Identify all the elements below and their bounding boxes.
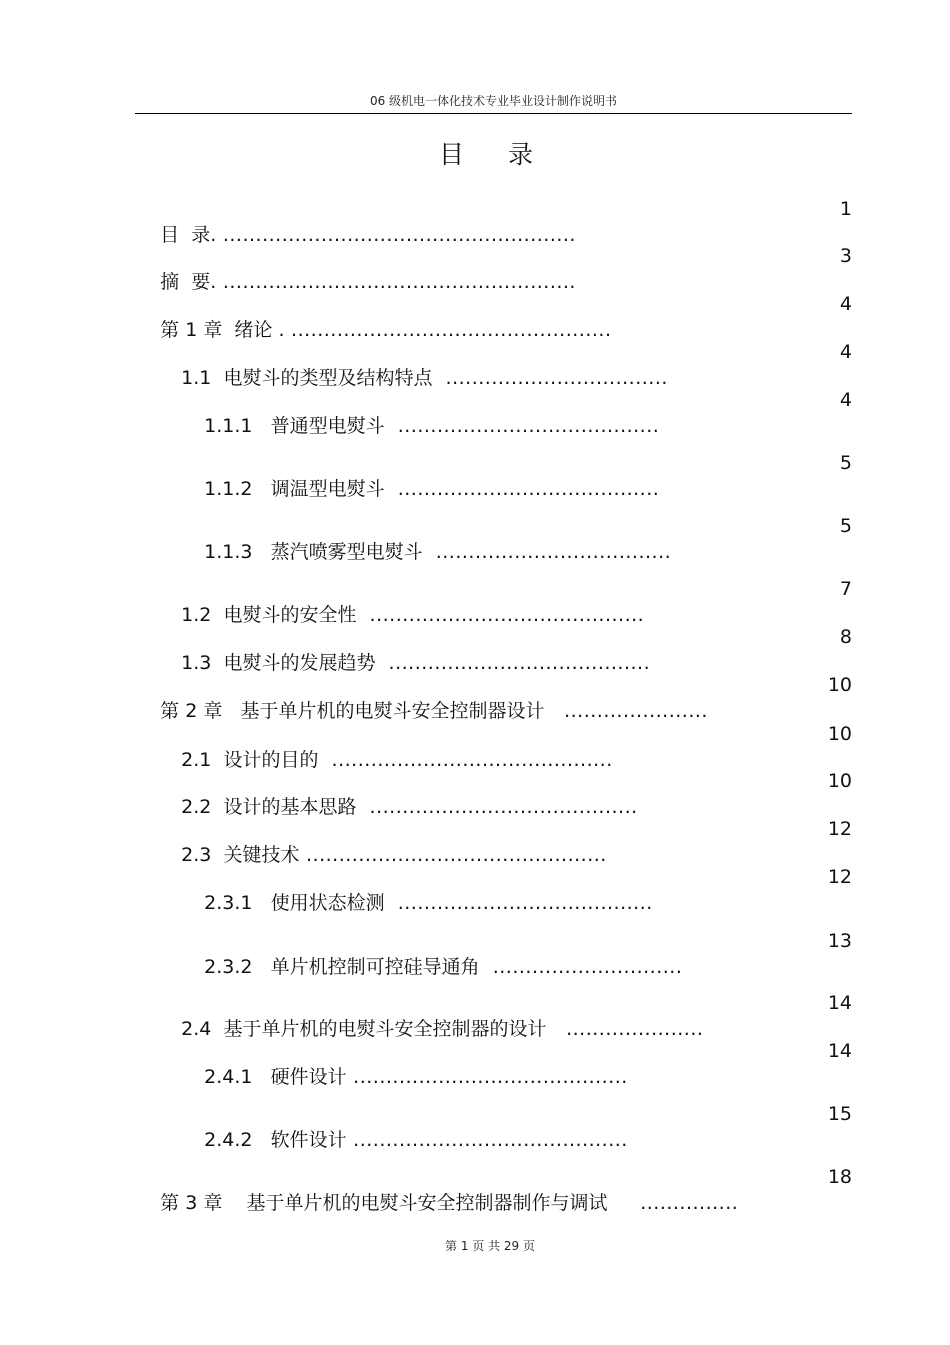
toc-leader-dots: .................................... <box>422 541 672 563</box>
toc-page-number: 13 <box>827 930 852 952</box>
toc-leader-dots: ...................... <box>544 700 708 722</box>
toc-entry-label: 2.4.2 软件设计 <box>204 1129 347 1151</box>
toc-entry[interactable] <box>180 1101 628 1151</box>
toc-entry[interactable] <box>157 576 645 626</box>
toc-entry-label: 第 1 章 绪论 . <box>160 319 285 341</box>
toc-page-number: 4 <box>839 293 852 315</box>
toc-entry[interactable] <box>157 990 704 1040</box>
toc-leader-dots: ........................................ <box>384 415 660 437</box>
toc-leader-dots: ............... <box>607 1192 739 1214</box>
toc-leader-dots: .......................................... <box>346 1066 628 1088</box>
toc-leader-dots: ....................................... <box>384 892 653 914</box>
toc-entry-label: 1.1 电熨斗的类型及结构特点 <box>181 367 433 389</box>
toc-page-number: 12 <box>827 818 852 840</box>
toc-entry[interactable] <box>180 928 683 978</box>
page-footer: 第 1 页 共 29 页 <box>445 1239 535 1253</box>
toc-entry[interactable] <box>157 721 613 771</box>
toc-entry-label: 目 录. <box>160 224 217 246</box>
toc-entry-label: 2.3.1 使用状态检测 <box>204 892 385 914</box>
toc-leader-dots: .............................................. <box>299 844 607 866</box>
toc-page-number: 15 <box>827 1103 852 1125</box>
toc-entry[interactable] <box>180 864 653 914</box>
toc-entry[interactable] <box>157 624 651 674</box>
toc-page-number: 18 <box>827 1166 852 1188</box>
toc-page-number: 1 <box>839 198 852 220</box>
toc-entry-label: 2.3 关键技术 <box>181 844 300 866</box>
toc-page-number: 14 <box>827 992 852 1014</box>
toc-leader-dots: .......................................... <box>346 1129 628 1151</box>
toc-page-number: 7 <box>839 578 852 600</box>
toc-entry-label: 第 2 章 基于单片机的电熨斗安全控制器设计 <box>160 700 545 722</box>
toc-leader-dots: .................................. <box>432 367 668 389</box>
toc-entry-label: 2.3.2 单片机控制可控硅导通角 <box>204 956 480 978</box>
toc-page-number: 4 <box>839 389 852 411</box>
toc-page-number: 5 <box>839 452 852 474</box>
toc-page-number: 8 <box>839 626 852 648</box>
toc-page-number: 4 <box>839 341 852 363</box>
toc-entry-label: 2.2 设计的基本思路 <box>181 796 357 818</box>
toc-entry[interactable] <box>136 196 576 246</box>
toc-entry[interactable] <box>136 291 612 341</box>
toc-leader-dots: ................................................. <box>284 319 612 341</box>
toc-page-number: 3 <box>839 245 852 267</box>
toc-entry[interactable] <box>180 1038 628 1088</box>
toc-page-number: 14 <box>827 1040 852 1062</box>
page-title: 目 录 <box>439 140 551 169</box>
toc-entry[interactable] <box>157 768 638 818</box>
toc-entry[interactable] <box>157 339 668 389</box>
toc-page-number: 12 <box>827 866 852 888</box>
toc-entry-label: 1.1.1 普通型电熨斗 <box>204 415 385 437</box>
toc-leader-dots: ...................................................... <box>216 224 576 246</box>
toc-page-number: 10 <box>827 674 852 696</box>
toc-page-number: 5 <box>839 515 852 537</box>
toc-leader-dots: ...................................................... <box>216 271 576 293</box>
toc-entry[interactable] <box>180 513 672 563</box>
toc-entry-label: 1.2 电熨斗的安全性 <box>181 604 357 626</box>
toc-page-number: 10 <box>827 770 852 792</box>
toc-entry-label: 第 3 章 基于单片机的电熨斗安全控制器制作与调试 <box>160 1192 608 1214</box>
toc-leader-dots: ............................. <box>479 956 683 978</box>
toc-entry-label: 2.4 基于单片机的电熨斗安全控制器的设计 <box>181 1018 547 1040</box>
toc-entry[interactable] <box>157 816 607 866</box>
toc-leader-dots: .......................................... <box>356 604 645 626</box>
page-header: 06 级机电一体化技术专业毕业设计制作说明书 <box>369 94 618 108</box>
toc-leader-dots: ......................................... <box>356 796 638 818</box>
toc-leader-dots: ........................................... <box>318 749 613 771</box>
toc-entry[interactable] <box>136 1164 739 1214</box>
toc-leader-dots: ........................................ <box>384 478 660 500</box>
toc-entry[interactable] <box>180 387 660 437</box>
toc-leader-dots: ..................... <box>546 1018 704 1040</box>
toc-entry-label: 摘 要. <box>160 271 217 293</box>
toc-entry-label: 1.1.2 调温型电熨斗 <box>204 478 385 500</box>
toc-entry-label: 2.4.1 硬件设计 <box>204 1066 347 1088</box>
toc-entry-label: 1.3 电熨斗的发展趋势 <box>181 652 376 674</box>
toc-entry[interactable] <box>180 450 660 500</box>
toc-page-number: 10 <box>827 723 852 745</box>
toc-leader-dots: ........................................ <box>375 652 651 674</box>
toc-entry[interactable] <box>136 243 576 293</box>
toc-entry-label: 1.1.3 蒸汽喷雾型电熨斗 <box>204 541 423 563</box>
toc-entry-label: 2.1 设计的目的 <box>181 749 319 771</box>
toc-entry[interactable] <box>136 672 708 722</box>
